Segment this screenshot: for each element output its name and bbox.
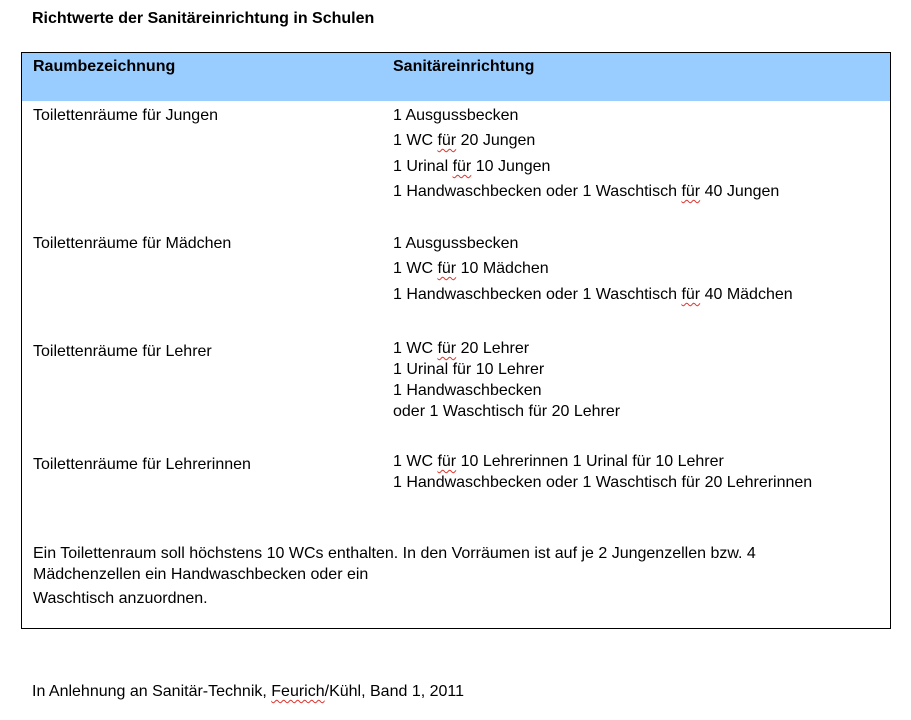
- row-room-label: Toilettenräume für Mädchen: [33, 235, 232, 252]
- document-title: Richtwerte der Sanitäreinrichtung in Schulen: [32, 10, 375, 27]
- row-room-label: Toilettenräume für Jungen: [33, 107, 218, 124]
- note-text: Waschtisch anzuordnen.: [33, 590, 208, 607]
- equipment-line: 1 Handwaschbecken oder 1 Waschtisch für 40 Jungen: [393, 183, 780, 200]
- note-text: Mädchenzellen ein Handwaschbecken oder ein: [33, 566, 369, 583]
- equipment-line: 1 WC für 10 Mädchen: [393, 260, 549, 277]
- equipment-line: 1 Handwaschbecken: [393, 382, 542, 399]
- equipment-line: 1 WC für 20 Jungen: [393, 132, 536, 149]
- equipment-line: 1 Handwaschbecken oder 1 Waschtisch für 40 Mädchen: [393, 286, 793, 303]
- sanitary-table: [21, 52, 891, 629]
- equipment-line: 1 Handwaschbecken oder 1 Waschtisch für 20 Lehrerinnen: [393, 474, 813, 491]
- header-room: Raumbezeichnung: [33, 58, 176, 75]
- equipment-line: 1 Ausgussbecken: [393, 235, 519, 252]
- header-equipment: Sanitäreinrichtung: [393, 58, 535, 75]
- equipment-line: 1 Urinal für 10 Lehrer: [393, 361, 545, 378]
- equipment-line: oder 1 Waschtisch für 20 Lehrer: [393, 403, 621, 420]
- note-text: Ein Toilettenraum soll höchstens 10 WCs enthalten. In den Vorräumen ist auf je 2 Jungenzellen bzw. 4: [33, 545, 756, 562]
- spellcheck-underline: für: [437, 260, 457, 277]
- spellcheck-underline: für: [437, 340, 457, 357]
- spellcheck-underline: für: [437, 453, 457, 470]
- spellcheck-underline: für: [452, 158, 472, 175]
- equipment-line: 1 WC für 20 Lehrer: [393, 340, 530, 357]
- row-room-label: Toilettenräume für Lehrerinnen: [33, 456, 251, 473]
- row-room-label: Toilettenräume für Lehrer: [33, 343, 212, 360]
- equipment-line: 1 Urinal für 10 Jungen: [393, 158, 551, 175]
- spellcheck-underline: für: [681, 183, 701, 200]
- equipment-line: 1 Ausgussbecken: [393, 107, 519, 124]
- spellcheck-underline: Feurich: [271, 683, 325, 700]
- spellcheck-underline: für: [681, 286, 701, 303]
- source-citation: In Anlehnung an Sanitär-Technik, Feurich/Kühl, Band 1, 2011: [32, 683, 465, 700]
- spellcheck-underline: für: [437, 132, 457, 149]
- equipment-line: 1 WC für 10 Lehrerinnen 1 Urinal für 10 Lehrer: [393, 453, 724, 470]
